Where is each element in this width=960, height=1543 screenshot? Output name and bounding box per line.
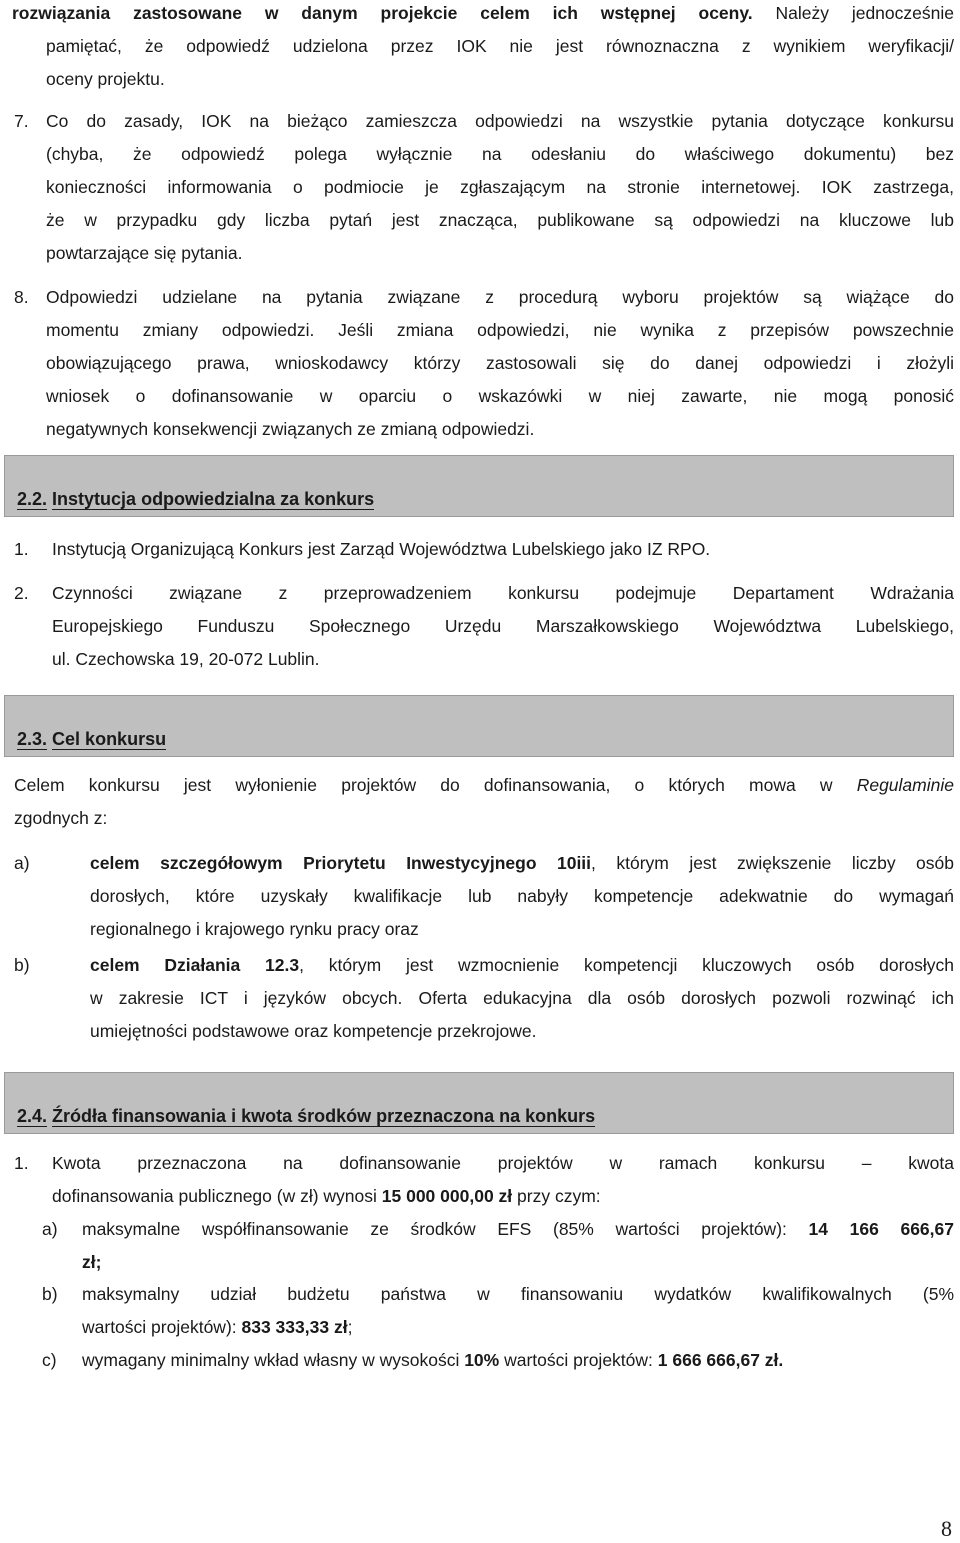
section-2-2-item-1-number: 1. (14, 539, 29, 559)
item-8-line-5: negatywnych konsekwencji związanych ze zmianą odpowiedzi. (46, 419, 535, 439)
section-2-2-item-1: Instytucją Organizującą Konkurs jest Zarząd Województwa Lubelskiego jako IZ RPO. (52, 539, 711, 559)
section-2-3-a-marker: a) (14, 853, 30, 873)
section-2-2-item-2-line-3: ul. Czechowska 19, 20-072 Lublin. (52, 649, 320, 669)
section-2-3-intro-line-1: Celem konkursu jest wyłonienie projektów do dofinansowania, o których mowa w Regulaminie (14, 775, 954, 795)
section-2-4-b-line-1: maksymalny udział budżetu państwa w finansowaniu wydatków kwalifikowalnych (5% (82, 1284, 954, 1304)
section-2-3-a-line-1: celem szczegółowym Priorytetu Inwestycyjnego 10iii, którym jest zwiększenie liczby osób (90, 853, 954, 873)
section-2-3-a-line-3: regionalnego i krajowego rynku pracy oraz (90, 919, 419, 939)
section-2-4-c-marker: c) (42, 1350, 57, 1370)
section-2-4-a-marker: a) (42, 1219, 58, 1239)
section-2-3-a-line-2: dorosłych, które uzyskały kwalifikacje lub nabyły kompetencje adekwatnie do wymagań (90, 886, 954, 906)
item-8-number: 8. (14, 287, 29, 307)
section-2-3-title: 2.3. Cel konkursu (17, 729, 167, 749)
section-2-3-b-line-3: umiejętności podstawowe oraz kompetencje przekrojowe. (90, 1021, 537, 1041)
top-line-3: oceny projektu. (46, 69, 165, 89)
section-2-4-header (4, 1072, 954, 1134)
section-2-2-item-2-line-1: Czynności związane z przeprowadzeniem konkursu podejmuje Departament Wdrażania (52, 583, 954, 603)
section-2-3-header (4, 695, 954, 757)
item-7-line-2: (chyba, że odpowiedź polega wyłącznie na odesłaniu do właściwego dokumentu) bez (46, 144, 954, 164)
top-line-1: rozwiązania zastosowane w danym projekcie celem ich wstępnej oceny. Należy jednocześnie (12, 3, 954, 23)
section-2-3-b-line-2: w zakresie ICT i języków obcych. Oferta edukacyjna dla osób dorosłych pozwoli rozwinąć ich (90, 988, 954, 1008)
section-2-4-title: 2.4. Źródła finansowania i kwota środków przeznaczona na konkurs (17, 1106, 596, 1126)
top-line-2: pamiętać, że odpowiedź udzielona przez IOK nie jest równoznaczna z wynikiem weryfikacji/ (46, 36, 954, 56)
item-8-line-4: wniosek o dofinansowanie w oparciu o wskazówki w niej zawarte, nie mogą ponosić (46, 386, 954, 406)
section-2-2-item-2-line-2: Europejskiego Funduszu Społecznego Urzędu Marszałkowskiego Województwa Lubelskiego, (52, 616, 954, 636)
item-7-line-5: powtarzające się pytania. (46, 243, 243, 263)
section-2-4-a-line-2: zł; (82, 1252, 102, 1272)
item-8-line-3: obowiązującego prawa, wnioskodawcy którzy zastosowali się do danej odpowiedzi i złożyli (46, 353, 954, 373)
item-7-line-4: że w przypadku gdy liczba pytań jest znacząca, publikowane są odpowiedzi na kluczowe lub (46, 210, 954, 230)
section-2-2-item-2-number: 2. (14, 583, 29, 603)
section-2-3-b-line-1: celem Działania 12.3, którym jest wzmocnienie kompetencji kluczowych osób dorosłych (90, 955, 954, 975)
item-7-line-1: Co do zasady, IOK na bieżąco zamieszcza odpowiedzi na wszystkie pytania dotyczące konkursu (46, 111, 954, 131)
section-2-4-c-line: wymagany minimalny wkład własny w wysokości 10% wartości projektów: 1 666 666,67 zł. (82, 1350, 784, 1370)
item-8-line-1: Odpowiedzi udzielane na pytania związane z procedurą wyboru projektów są wiążące do (46, 287, 954, 307)
section-2-3-b-marker: b) (14, 955, 30, 975)
item-7-number: 7. (14, 111, 29, 131)
item-8-line-2: momentu zmiany odpowiedzi. Jeśli zmiana odpowiedzi, nie wynika z przepisów powszechnie (46, 320, 954, 340)
page-number: 8 (941, 1516, 952, 1541)
item-7-line-3: konieczności informowania o podmiocie je zgłaszającym na stronie internetowej. IOK zastrzega, (46, 177, 954, 197)
section-2-2-title: 2.2. Instytucja odpowiedzialna za konkurs (17, 489, 375, 509)
section-2-4-item-1-line-1: Kwota przeznaczona na dofinansowanie projektów w ramach konkursu – kwota (52, 1153, 954, 1173)
section-2-4-b-line-2: wartości projektów): 833 333,33 zł; (82, 1317, 353, 1337)
section-2-4-item-1-line-2: dofinansowania publicznego (w zł) wynosi 15 000 000,00 zł przy czym: (52, 1186, 601, 1206)
section-2-3-intro-line-2: zgodnych z: (14, 808, 108, 828)
section-2-4-a-line-1: maksymalne współfinansowanie ze środków EFS (85% wartości projektów): 14 166 666,67 (82, 1219, 954, 1239)
section-2-4-item-1-number: 1. (14, 1153, 29, 1173)
section-2-4-b-marker: b) (42, 1284, 58, 1304)
section-2-2-header (4, 455, 954, 517)
